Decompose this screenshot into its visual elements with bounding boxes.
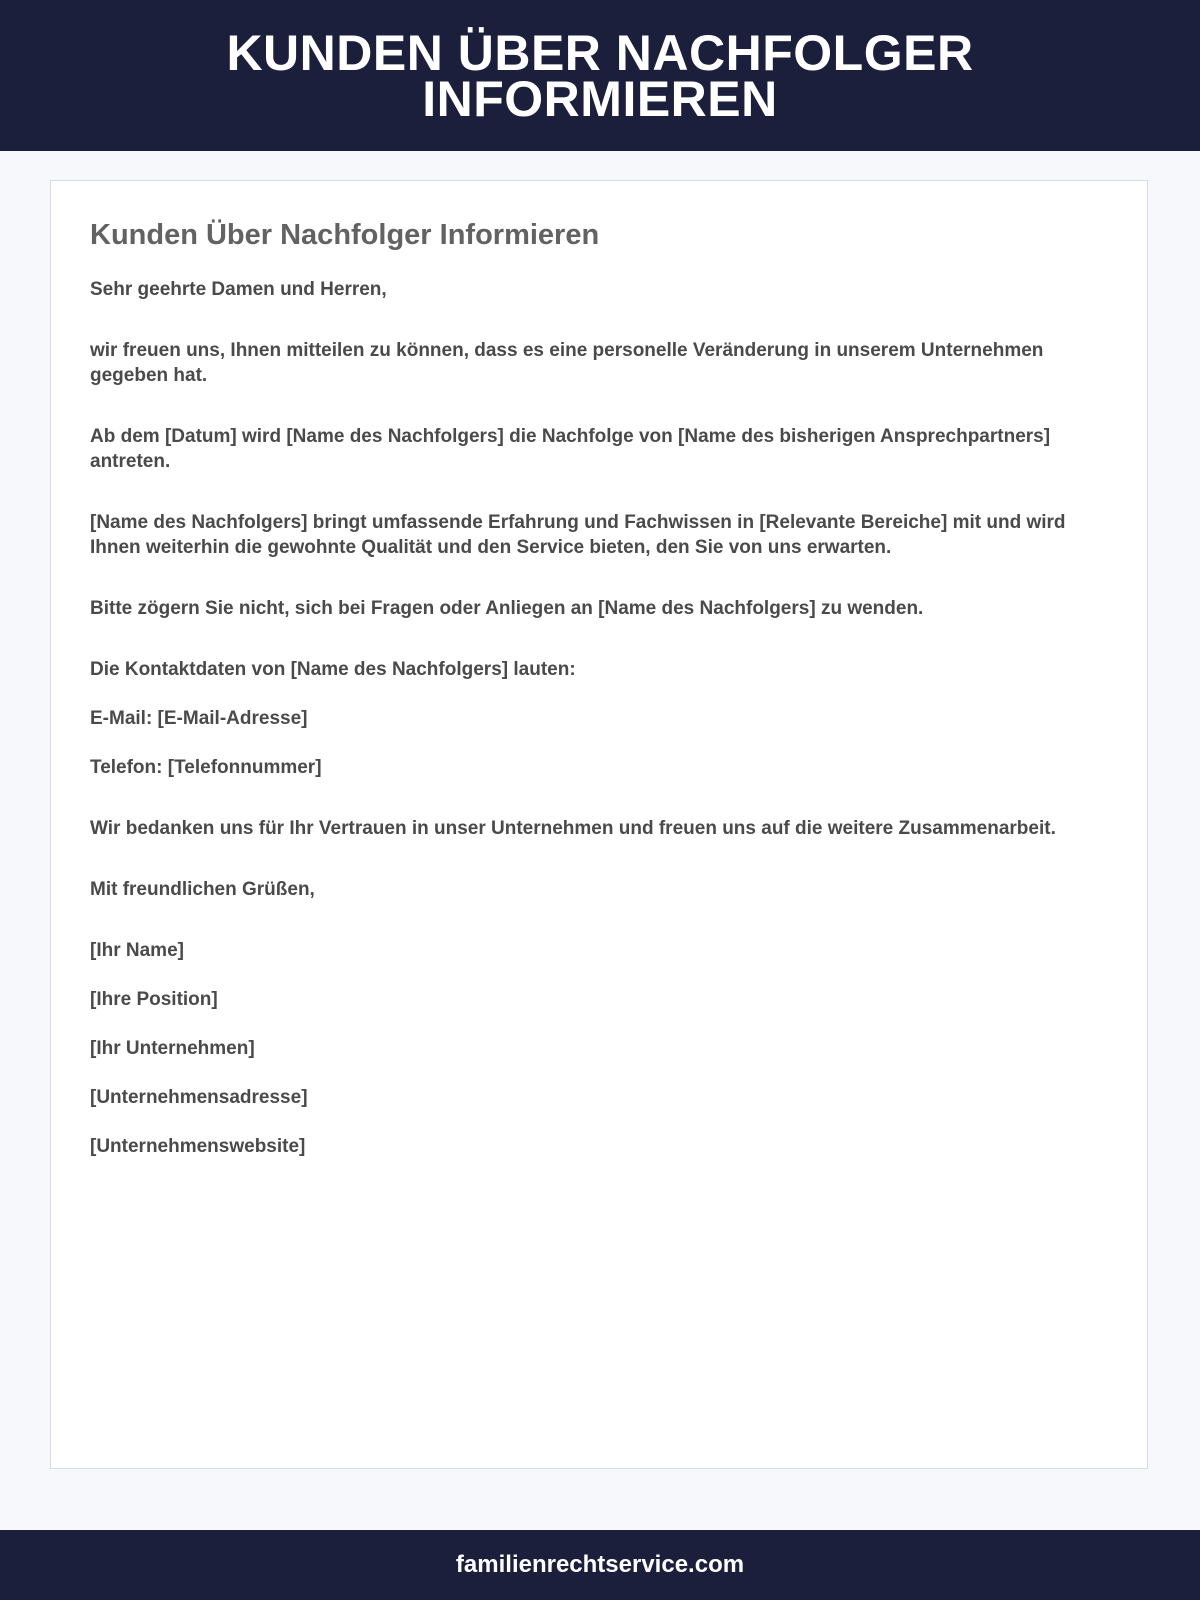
phone-line: Telefon: [Telefonnummer] [90, 757, 322, 778]
paragraph-contact-request: Bitte zögern Sie nicht, sich bei Fragen oder Anliegen an [Name des Nachfolgers] zu wenden. [90, 598, 924, 619]
paragraph-experience: [Name des Nachfolgers] bringt umfassende Erfahrung und Fachwissen in [Relevante Bereiche] mit und wird Ihnen weiterhin die gewohnte Qualität und den Service bieten, den Sie von uns erwarten. [90, 512, 1066, 558]
closing: Mit freundlichen Grüßen, [90, 879, 315, 900]
email-line: E-Mail: [E-Mail-Adresse] [90, 708, 308, 729]
page-footer [0, 1530, 1200, 1600]
page-header [0, 0, 1200, 151]
letter-body [90, 277, 1110, 1159]
signature-company: [Ihr Unternehmen] [90, 1038, 255, 1059]
document-title: Kunden Über Nachfolger Informieren [90, 219, 600, 251]
paragraph-thanks: Wir bedanken uns für Ihr Vertrauen in unser Unternehmen und freuen uns auf die weitere Zusammenarbeit. [90, 818, 1056, 839]
signature-name: [Ihr Name] [90, 940, 184, 961]
document-card [50, 180, 1148, 1469]
signature-address: [Unternehmensadresse] [90, 1087, 308, 1108]
salutation: Sehr geehrte Damen und Herren, [90, 279, 387, 300]
contact-intro: Die Kontaktdaten von [Name des Nachfolgers] lauten: [90, 659, 576, 680]
signature-position: [Ihre Position] [90, 989, 218, 1010]
signature-website: [Unternehmenswebsite] [90, 1136, 306, 1157]
page-title: KUNDEN ÜBER NACHFOLGER INFORMIEREN [226, 24, 974, 127]
paragraph-start-date: Ab dem [Datum] wird [Name des Nachfolgers] die Nachfolge von [Name des bisherigen Ansprechpartners] antreten. [90, 426, 1051, 472]
footer-site-link[interactable]: familienrechtservice.com [455, 1551, 745, 1578]
paragraph-announcement: wir freuen uns, Ihnen mitteilen zu können, dass es eine personelle Veränderung in unserem Unternehmen gegeben hat. [90, 340, 1044, 386]
